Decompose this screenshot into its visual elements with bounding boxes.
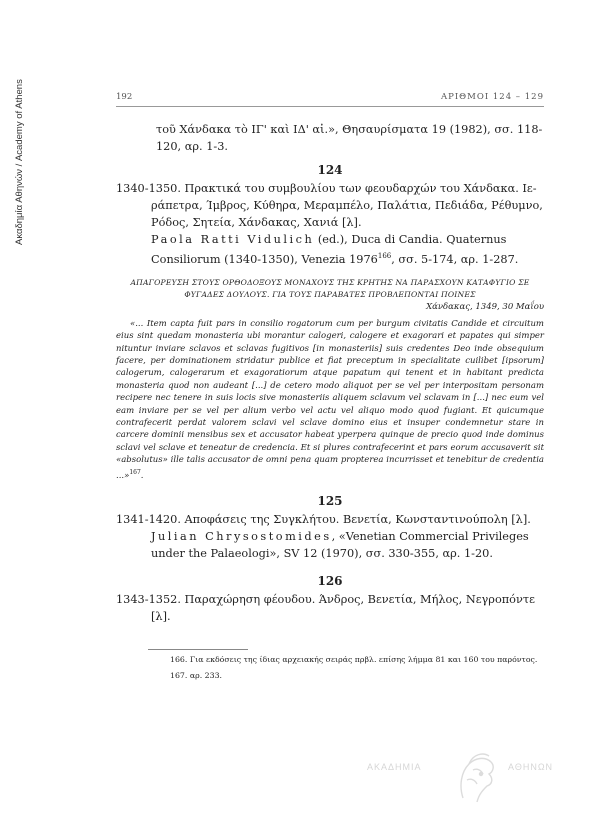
- reference-pages: , σσ. 5-174, αρ. 1-287.: [391, 252, 519, 266]
- entry-124-reference-2: [116, 248, 544, 268]
- running-title: ΑΡΙΘΜΟΙ 124 – 129: [440, 92, 544, 102]
- entry-125-reference-1: [116, 528, 544, 545]
- entry-124-line-2: ράπετρα, Ίμβρος, Κύθηρα, Μεραμπέλο, Παλάτια, Πεδιάδα, Ρέθυμνο,: [151, 199, 543, 212]
- reference-venue: Consiliorum (1340-1350), Venezia 1976: [151, 252, 378, 266]
- running-header: [116, 92, 544, 102]
- reference-author: Julian Chrysostomides: [151, 529, 332, 543]
- entry-124-line-1: 1340-1350. Πρακτικά του συμβουλίου των φεουδαρχών του Χάνδακα. Ιε-: [116, 182, 537, 195]
- heading-line-2: ΦΥΓΑΔΕΣ ΔΟΥΛΟΥΣ. ΓΙΑ ΤΟΥΣ ΠΑΡΑΒΑΤΕΣ ΠΡΟΒΛΕΠΟΝΤΑΙ ΠΟΙΝΕΣ: [184, 289, 476, 299]
- footnote-rule: [148, 649, 248, 650]
- entry-number-126: 126: [317, 573, 343, 588]
- header-rule: [116, 106, 544, 107]
- heading-line-1: ΑΠΑΓΟΡΕΥΣΗ ΣΤΟΥΣ ΟΡΘΟΔΟΞΟΥΣ ΜΟΝΑΧΟΥΣ ΤΗΣ ΚΡΗΤΗΣ ΝΑ ΠΑΡΑΣΧΟΥΝ ΚΑΤΑΦΥΓΙΟ ΣΕ: [130, 277, 530, 287]
- page-number: 192: [116, 92, 133, 102]
- athena-head-watermark-icon: [453, 750, 499, 804]
- entry-number-124: 124: [317, 163, 343, 177]
- footnote-166: 166. Για εκδόσεις της ίδιας αρχειακής σειράς πρβλ. επίσης λήμμα 81 και 160 του παρόντος.: [170, 654, 538, 664]
- place-date: Χάνδακας, 1349, 30 Μαΐου: [426, 301, 544, 312]
- reference-title: (ed.), Duca di Candia. Quaternus: [314, 233, 507, 246]
- continuation-block: [116, 121, 544, 155]
- side-watermark: [12, 50, 28, 250]
- page-content: [116, 92, 544, 682]
- latin-excerpt: «... Item capta fuit pars in consilio rogatorum cum per burgum civitatis Candide et circuitum eius sint quedam monasteria ubi morantur calogeri, calogere et exagorari et papates qui simper nituntur inviare sclavos et sclavas fugitivos [in monasteriis] suis credentes Deo inde obsequium facere, per dominationem stridatur publice et fiat preceptum in specialitate cuilibet [ipsorum] calogerum, calogerarum et exagoratiorum atque papatum qui tenent et in habitant predicta monasteria quod non audeant [...] de cetero modo aliquot per se vel per interpositam personam recipere nec tenere in suis locis sive monasteriis aliquem sclavum vel sclavam in [...] nec eum vel eam inviare per se vel per alium verbo vel actu vel aliquo modo quod fugiant. Et quicumque contrafecerit perdat valorem sclavi vel sclave domino eius et insuper condemnetur stare in carcere dominii mensibus sex et accusator habeat yperpera quinque de precio quod inde dominus sclavi vel sclave et teneatur de credencia. Et si plures contrafecerint et pars eorum accusaverit sit «absolutus» ille talis accusator de omni pena quam propterea incurrisset et tenebitur de credentia ...»$^{167}$.: [116, 318, 544, 481]
- side-watermark-text: Ακαδημία Αθηνών / Academy of Athens: [14, 79, 25, 245]
- continuation-line-1: τοῦ Χάνδακα τὸ ΙΓ' καὶ ΙΔ' αἰ.», Θησαυρίσματα 19 (1982), σσ. 118-: [156, 123, 543, 136]
- document-heading: [116, 277, 544, 301]
- entry-125-line-1: 1341-1420. Αποφάσεις της Συγκλήτου. Βενετία, Κωνσταντινούπολη [λ].: [116, 512, 531, 526]
- reference-author: Paola Ratti Vidulich: [151, 233, 315, 246]
- entry-125-reference-2: under the Palaeologi», SV 12 (1970), σσ. 330-355, αρ. 1-20.: [151, 546, 493, 560]
- reference-title: , «Venetian Commercial Privileges: [331, 529, 529, 543]
- latin-text: «... Item capta fuit pars in consilio rogatorum cum per burgum civitatis Candide et circuitum eius sint quedam monasteria ubi morantur calogeri, calogere et exagorari et papates qui simper nituntur inviare sclavos et sclavas fugitivos [in monasteriis] suis credentes Deo inde obsequium facere, per dominationem stridatur publice et fiat preceptum in specialitate cuilibet [ipsorum] calogerum, calogerarum et exagoratiorum atque papatum qui tenent et in habitant predicta monasteria quod non audeant [...] de cetero modo aliquot per se vel per interpositam personam recipere nec tenere in suis locis sive monasteriis aliquem sclavum vel sclavam in [...] nec eum vel eam inviare per se vel per alium verbo vel actu vel aliquo modo quod fugiant. Et quicumque contrafecerit perdat valorem sclavi vel sclave domino eius et insuper condemnetur stare in carcere dominii mensibus sex et accusator habeat yperpera quinque de precio quod inde dominus sclavi vel sclave et teneatur de credencia. Et si plures contrafecerint et pars eorum accusaverit sit «absolutus» ille talis accusator de omni pena quam propterea incurrisset et tenebitur de credentia ...»: [116, 318, 544, 481]
- entry-124-line-3: Ρόδος, Σητεία, Χάνδακας, Χανιά [λ].: [151, 216, 362, 229]
- entry-126-line-2: [λ].: [151, 609, 171, 623]
- entry-124-reference-1: [116, 231, 544, 248]
- footnote-ref-166: 166: [377, 252, 392, 260]
- continuation-line-2: 120, αρ. 1-3.: [156, 140, 228, 153]
- footnote-ref-167: 167: [129, 468, 141, 476]
- entry-126-line-1: 1343-1352. Παραχώρηση φέουδου. Άνδρος, Βενετία, Μήλος, Νεγροπόντε: [116, 592, 535, 606]
- watermark-text-right: ΑΘΗΝΩΝ: [508, 762, 554, 772]
- footnote-167: 167. αρ. 233.: [170, 670, 223, 680]
- entry-number-125: 125: [317, 493, 343, 508]
- watermark-text-left: ΑΚΑΔΗΜΙΑ: [367, 762, 422, 772]
